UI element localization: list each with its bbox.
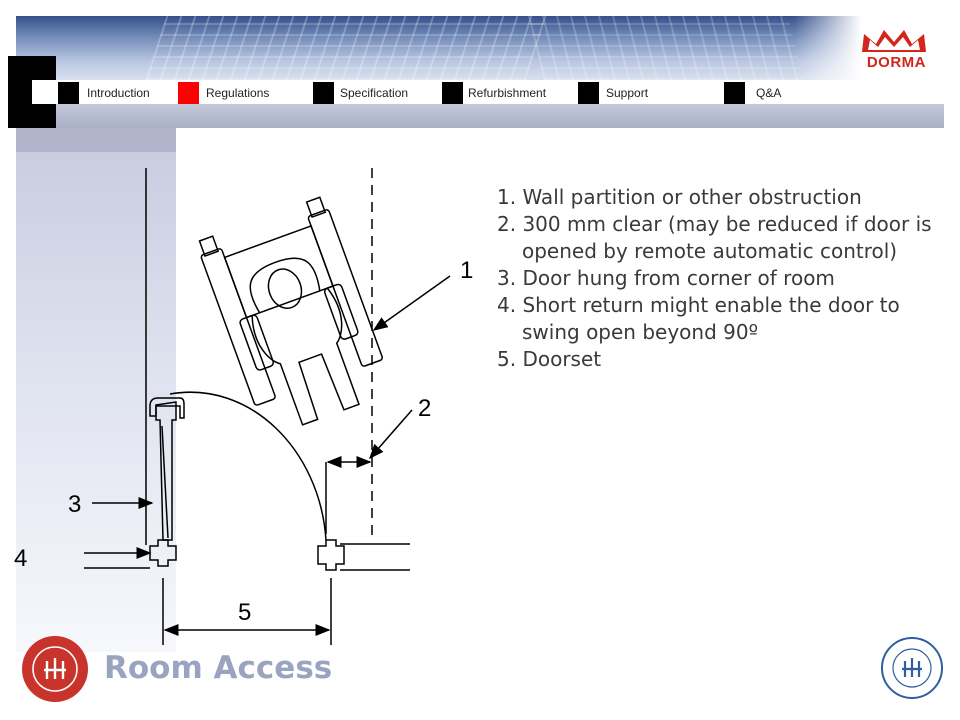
nav-label: Refurbishment <box>468 86 547 100</box>
riba-cpd-core-curriculum-seal-icon <box>880 636 944 700</box>
diagram-label-4: 4 <box>14 545 28 572</box>
diagram-label-5: 5 <box>238 599 252 626</box>
nav-label: Regulations <box>206 86 270 100</box>
page-title: Room Access <box>104 650 333 686</box>
diagram-notes-list <box>497 184 937 373</box>
nav-label: Introduction <box>87 86 150 100</box>
diagram-label-3: 3 <box>68 491 82 518</box>
list-item: 3. Door hung from corner of room <box>497 266 835 290</box>
diagram-label-1: 1 <box>460 257 474 284</box>
list-item: 4. Short return might enable the door to swing open beyond 90º <box>497 293 900 344</box>
diagram-label-2: 2 <box>418 395 432 422</box>
nav-label: Specification <box>340 86 409 100</box>
nav-label: Support <box>606 86 649 100</box>
nav-label: Q&A <box>756 86 782 100</box>
riba-cpd-assessed-seal-icon <box>20 634 90 704</box>
list-item: 1. Wall partition or other obstruction <box>497 185 862 209</box>
list-item: 2. 300 mm clear (may be reduced if door is opened by remote automatic control) <box>497 212 932 263</box>
list-item: 5. Doorset <box>497 347 602 371</box>
brand-logo-text: DORMA <box>866 54 926 71</box>
